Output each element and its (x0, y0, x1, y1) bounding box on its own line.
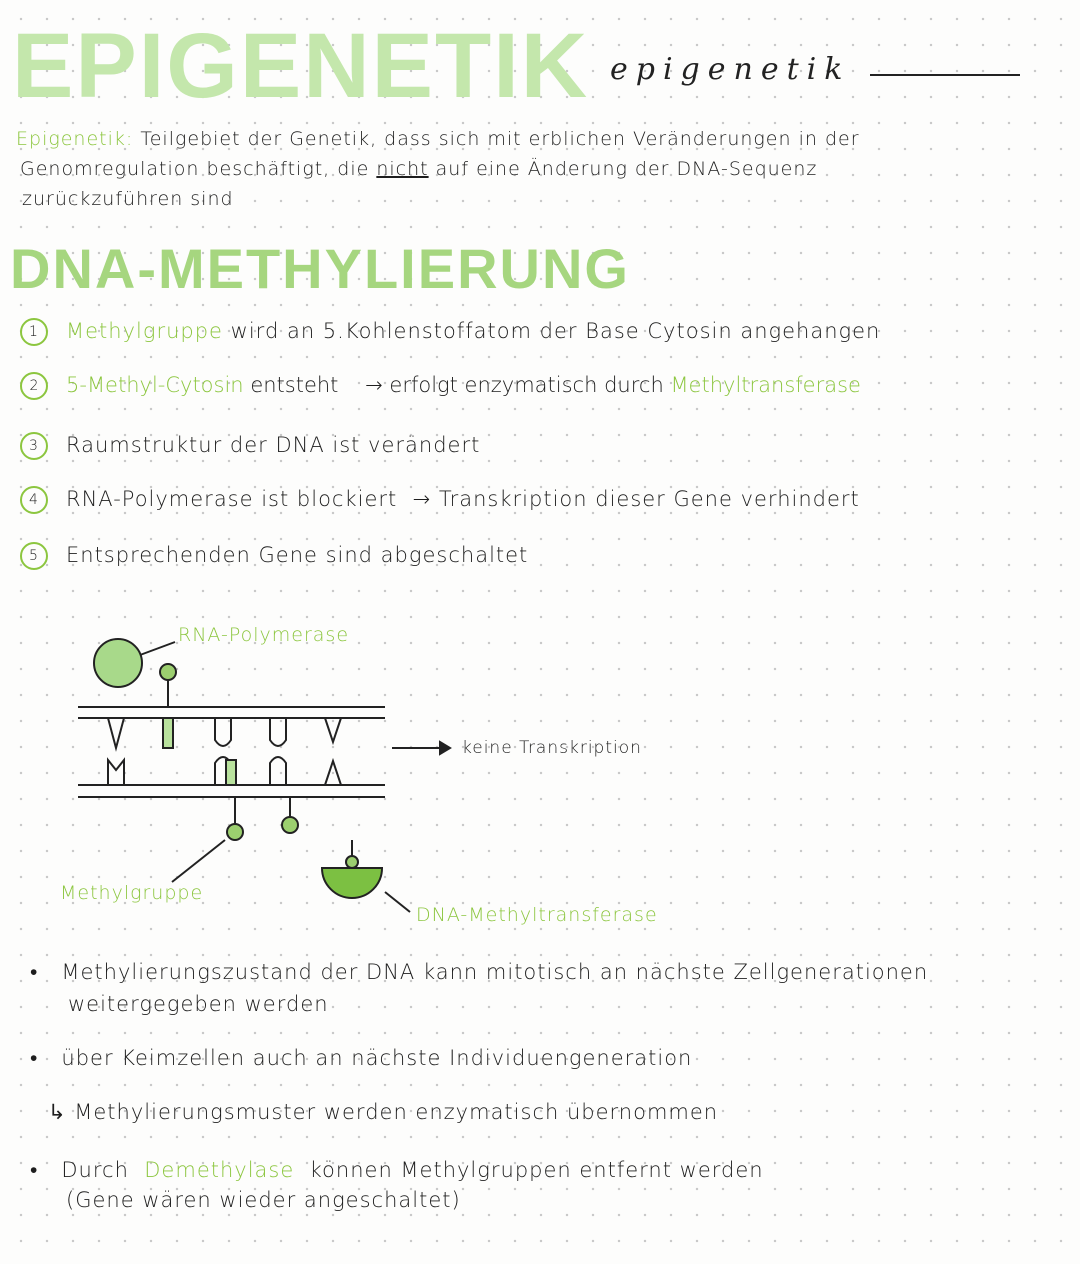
step-5: 5 Entsprechenden Gene sind abgeschaltet (20, 542, 528, 570)
definition-line2: Genomregulation beschäftigt, die nicht auf eine Änderung der DNA-Sequenz (20, 158, 818, 180)
bullet-1-line2: weitergegeben werden (68, 992, 329, 1016)
label-rna-polymerase: RNA-Polymerase (178, 624, 350, 646)
bullet-1: • Methylierungszustand der DNA kann mitotisch an nächste Zellgenerationen (30, 960, 929, 984)
label-dna-methyltransferase: DNA-Methyltransferase (416, 904, 658, 926)
bullet-3-line2: (Gene wären wieder angeschaltet) (66, 1188, 461, 1212)
label-no-transcription: keine Transkription (462, 738, 642, 758)
definition-line1: Epigenetik: Teilgebiet der Genetik, dass sich mit erblichen Veränderungen in der (16, 128, 860, 150)
title-big: EPIGENETIK (12, 15, 590, 117)
rna-polymerase-shape (94, 639, 142, 687)
bullet-arrow: ↳ Methylierungsmuster werden enzymatisch übernommen (48, 1100, 719, 1124)
title-underline (870, 74, 1020, 76)
definition-line3: zurückzuführen sind (22, 188, 234, 210)
step-1: 1 Methylgruppe wird an 5.Kohlenstoffatom der Base Cytosin angehangen (20, 318, 880, 346)
bullet-2: • über Keimzellen auch an nächste Individuengeneration (30, 1046, 693, 1070)
step-3: 3 Raumstruktur der DNA ist verändert (20, 432, 480, 460)
title-script: epigenetik (610, 52, 851, 87)
section-title: DNA-METHYLIERUNG (10, 237, 630, 300)
methyltransferase-shape (322, 868, 382, 898)
bullet-3: • Durch Demethylase können Methylgruppen entfernt werden (30, 1158, 764, 1182)
step-4: 4 RNA-Polymerase ist blockiert → Transkription dieser Gene verhindert (20, 486, 860, 514)
step-2: 2 5-Methyl-Cytosin entsteht → erfolgt enzymatisch durch Methyltransferase (20, 372, 861, 400)
label-methyl-group: Methylgruppe (60, 882, 204, 904)
